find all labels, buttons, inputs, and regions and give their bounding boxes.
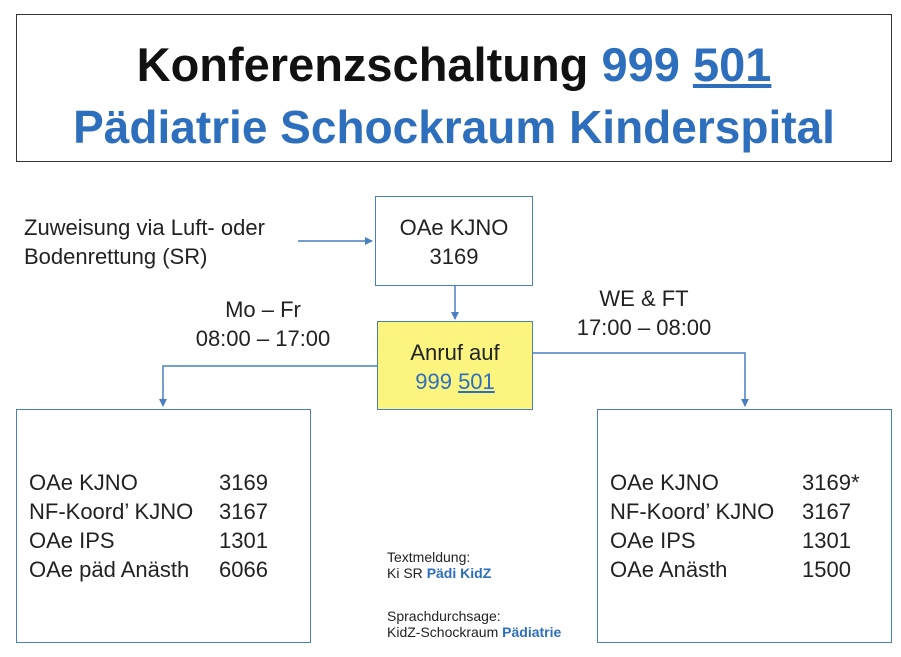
source-label: Zuweisung via Luft- oder Bodenrettung (SR) [24,215,265,269]
title-line-2: Pädiatrie Schockraum Kinderspital [73,101,835,153]
weekend-contacts-box [597,409,892,643]
arrow-call-to-right [533,353,745,406]
contact-ext: 6066 [219,557,268,582]
contact-ext: 1301 [219,528,268,553]
top-node: OAe KJNO 3169 [375,196,533,286]
call-node: Anruf auf 999 501 [377,321,533,410]
arrow-call-to-left [163,366,377,406]
call-number-a: 999 [415,369,452,394]
weekend-time-label: WE & FT 17:00 – 08:00 [576,286,712,340]
title-prefix: Konferenzschaltung [136,38,589,91]
call-number-b: 501 [458,369,495,394]
contact-name: OAe Anästh [610,557,728,582]
contact-ext: 3169* [802,470,860,495]
contact-ext: 3169 [219,470,268,495]
text-message-note: Textmeldung: Ki SR Pädi KidZ [387,549,492,581]
contact-name: OAe KJNO [29,470,138,495]
contact-ext: 1500 [802,557,851,582]
contact-name: OAe IPS [29,528,115,553]
contact-name: OAe KJNO [610,470,719,495]
contact-name: NF-Koord’ KJNO [29,499,194,524]
contact-ext: 1301 [802,528,851,553]
title-number-a: 999 [601,38,680,91]
weekday-contacts-box [16,409,311,643]
title-number-b: 501 [692,38,772,91]
contact-name: OAe IPS [610,528,696,553]
weekday-time-label: Mo – Fr 08:00 – 17:00 [195,297,331,351]
contact-ext: 3167 [219,499,268,524]
contact-name: OAe päd Anästh [29,557,190,582]
contact-name: NF-Koord’ KJNO [610,499,775,524]
contact-ext: 3167 [802,499,851,524]
voice-announcement-note: Sprachdurchsage: KidZ-Schockraum Pädiatrie [387,608,562,640]
